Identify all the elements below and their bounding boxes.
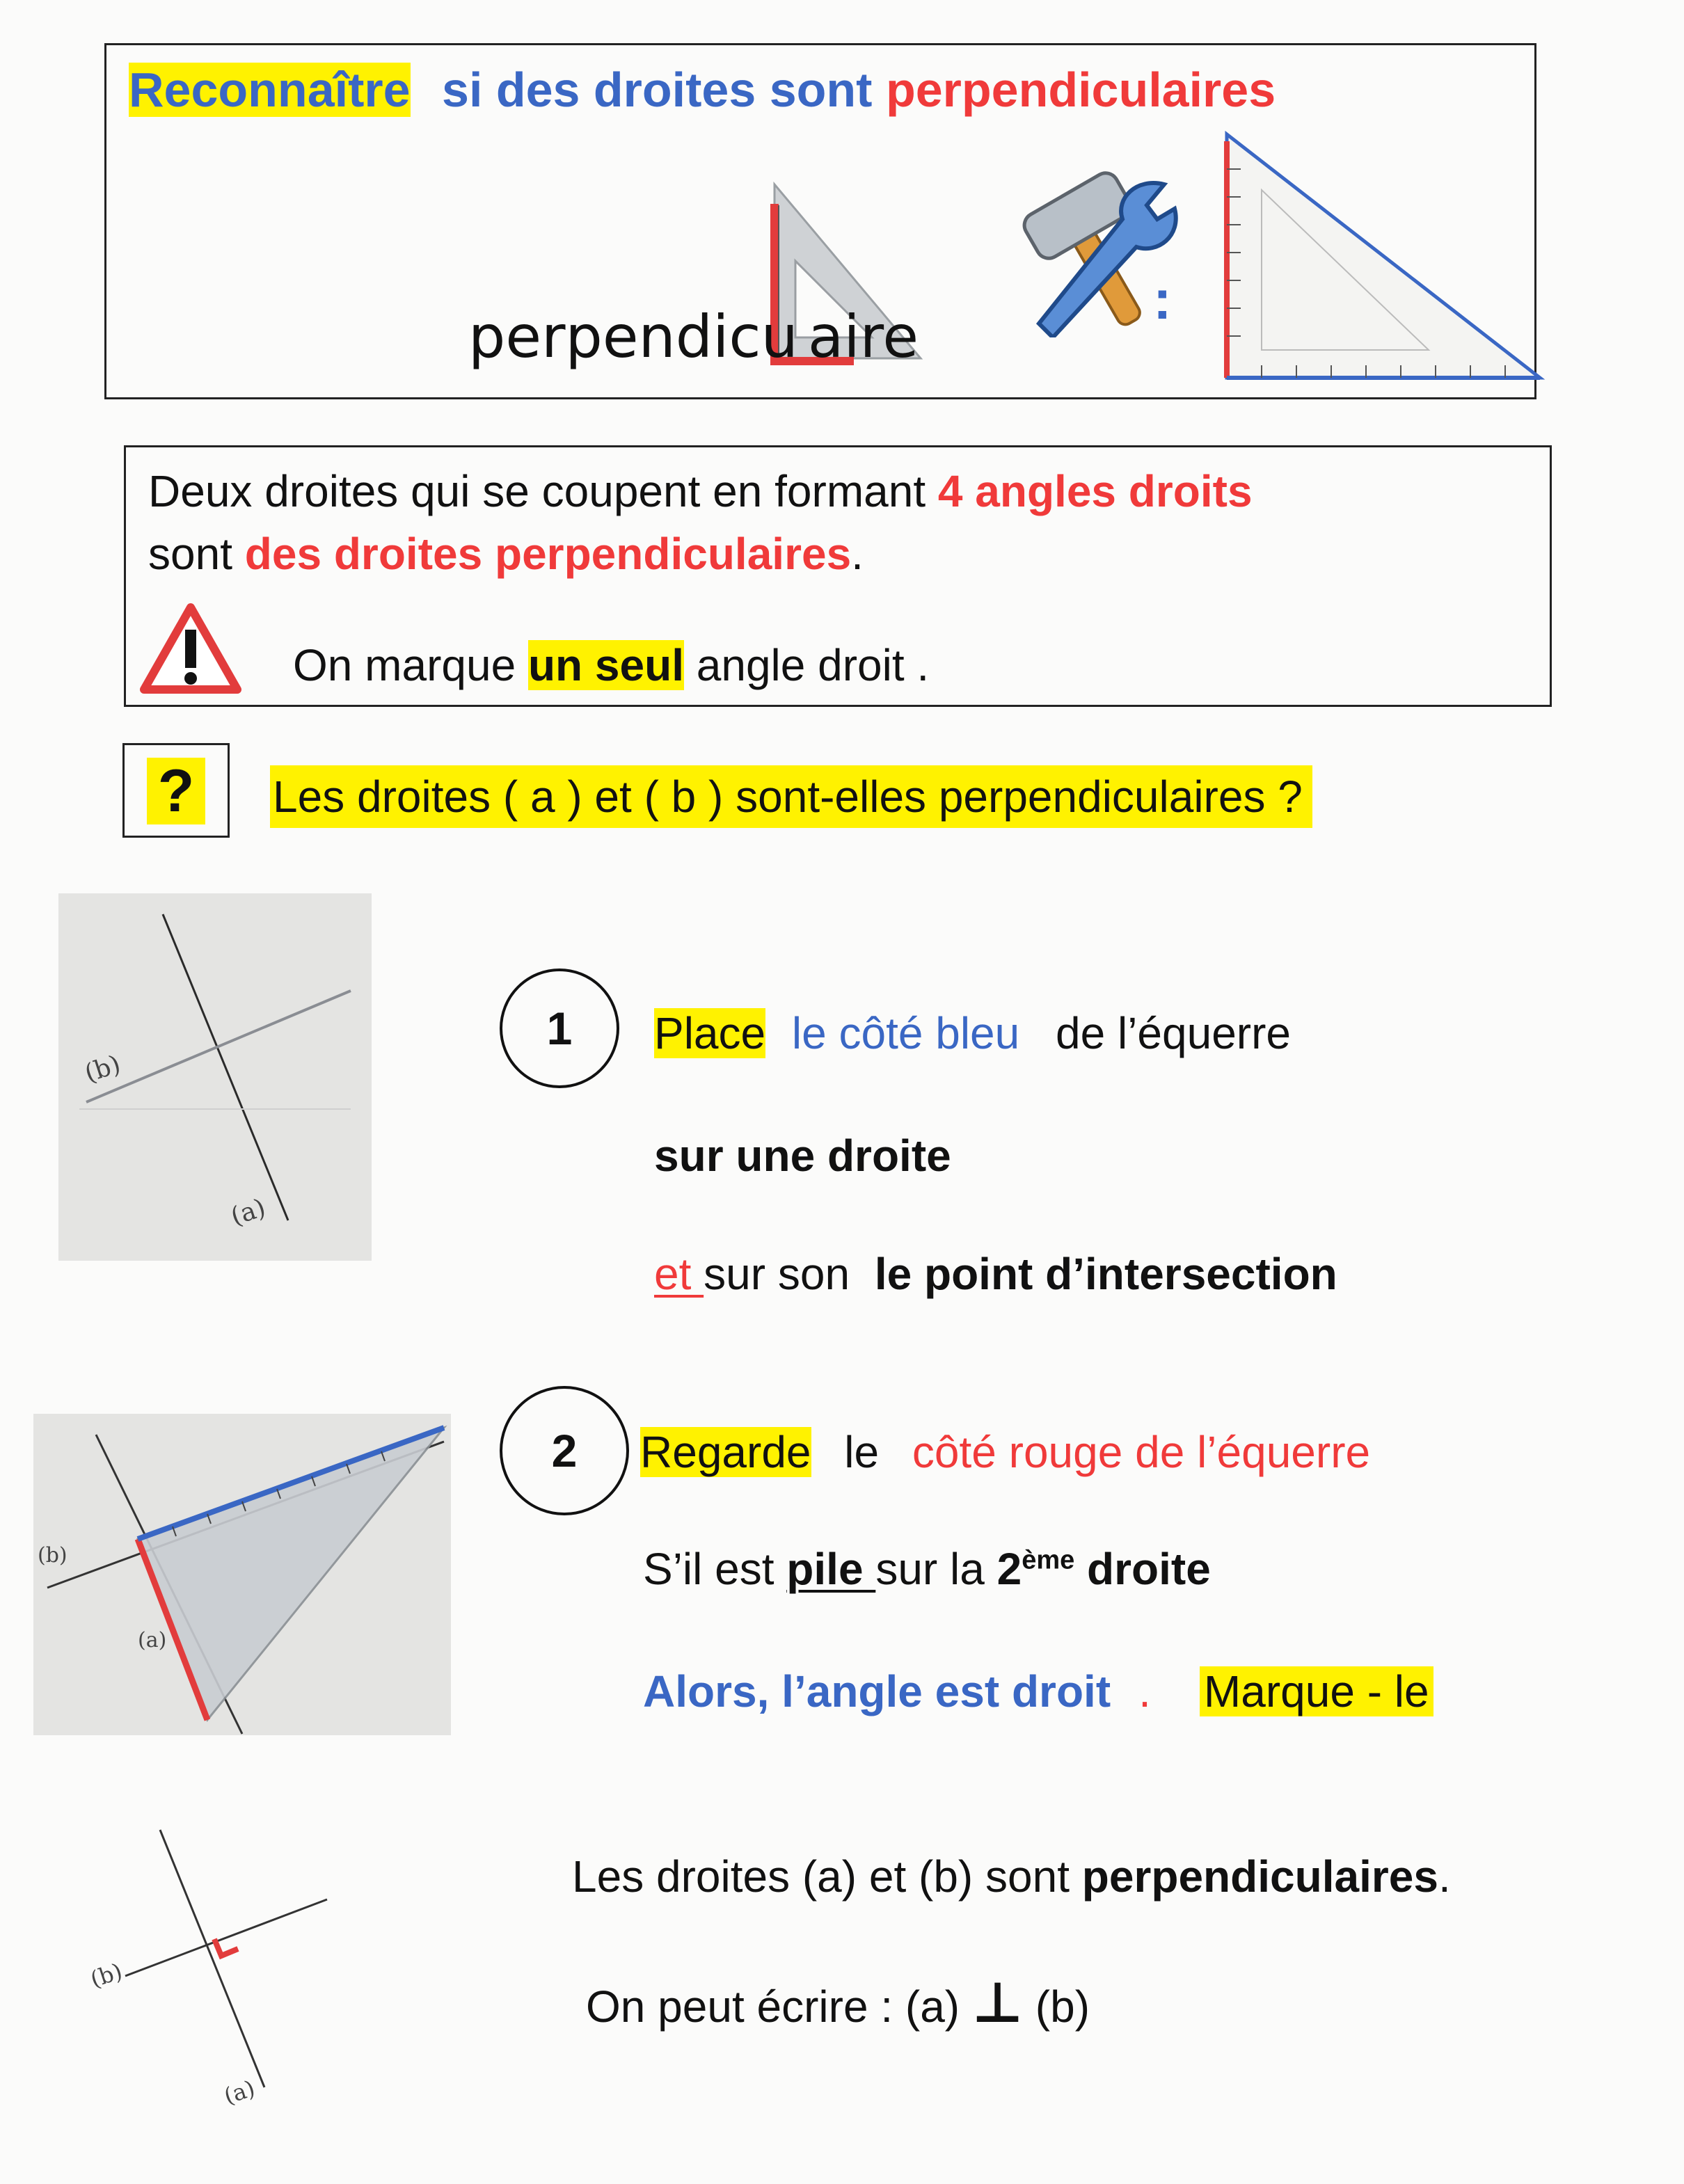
perpendicular-symbol: ⊥ bbox=[971, 1972, 1023, 2034]
figure-3-label-b: (b) bbox=[87, 1957, 126, 1993]
step-2-line-3 bbox=[643, 1666, 1433, 1717]
page-title bbox=[129, 62, 1276, 118]
step-1-number: 1 bbox=[500, 969, 619, 1088]
step-1-mid: sur son bbox=[704, 1249, 862, 1299]
set-square-icon bbox=[357, 157, 928, 414]
definition-text-1: Deux droites qui se coupent en formant bbox=[148, 466, 938, 516]
figure-2-photo bbox=[33, 1414, 451, 1735]
step-1-line-3 bbox=[654, 1248, 1337, 1300]
definition-end-2: . bbox=[851, 529, 864, 579]
step-2-red-side: côté rouge de l’équerre bbox=[912, 1427, 1371, 1477]
warning-icon bbox=[138, 602, 243, 696]
warning-text bbox=[293, 639, 929, 691]
step-1-line-1 bbox=[654, 1007, 1291, 1059]
definition-line-1 bbox=[148, 465, 1253, 517]
step-1-rest: de l’équerre bbox=[1056, 1008, 1291, 1058]
figure-1-photo bbox=[58, 893, 372, 1261]
step-2-line-2 bbox=[643, 1543, 1211, 1595]
figure-2-label-a: (a) bbox=[138, 1628, 167, 1652]
step-2-pile: pile bbox=[786, 1544, 876, 1594]
definition-red-1: 4 angles droits bbox=[937, 466, 1253, 516]
title-part2: si des droites sont bbox=[442, 63, 873, 117]
step-2-line-1 bbox=[640, 1426, 1370, 1478]
definition-box bbox=[124, 445, 1552, 707]
colon: : bbox=[1153, 269, 1172, 330]
step-1-place: Place bbox=[654, 1008, 766, 1058]
step-1-intersection: le point d’intersection bbox=[874, 1249, 1337, 1299]
step-2-dot: . bbox=[1138, 1666, 1151, 1716]
step-2-sil: S’il est bbox=[643, 1544, 787, 1594]
step-1-blue-side: le côté bleu bbox=[791, 1008, 1020, 1058]
figure-2-label-b: (b) bbox=[38, 1543, 67, 1568]
step-2-number: 2 bbox=[500, 1386, 629, 1515]
conclusion-line-2 bbox=[586, 1970, 1090, 2035]
set-square-word-illustration bbox=[357, 157, 928, 414]
definition-line-2 bbox=[148, 528, 864, 580]
step-2-sup: ème bbox=[1022, 1545, 1075, 1575]
step-2-droite: droite bbox=[1074, 1544, 1211, 1594]
warning-text-2: angle droit . bbox=[683, 640, 930, 690]
step-2-regarde: Regarde bbox=[640, 1427, 811, 1477]
figure-1-label-b: (b) bbox=[81, 1050, 125, 1088]
conclusion-text-2: On peut écrire : (a) bbox=[586, 1982, 972, 2032]
conclusion-line-1 bbox=[572, 1851, 1451, 1902]
word-part2: aire bbox=[807, 303, 919, 371]
word-part1: perpendicu bbox=[468, 303, 798, 371]
perpendiculaire-word bbox=[468, 303, 919, 371]
title-part1: Reconnaître bbox=[129, 63, 411, 117]
question-mark: ? bbox=[147, 758, 205, 824]
figure-1-label-a: (a) bbox=[227, 1193, 269, 1232]
step-1-et: et bbox=[654, 1249, 704, 1299]
header-box bbox=[104, 43, 1536, 399]
figure-3-drawing bbox=[84, 1823, 376, 2115]
definition-red-2: des droites perpendiculaires bbox=[244, 529, 852, 579]
step-2-marque: Marque - le bbox=[1200, 1666, 1433, 1716]
step-2-sur: sur la bbox=[875, 1544, 997, 1594]
definition-text-2: sont bbox=[148, 529, 245, 579]
figure-3-label-a: (a) bbox=[221, 2075, 258, 2110]
question-text: Les droites ( a ) et ( b ) sont-elles perpendiculaires ? bbox=[270, 765, 1312, 828]
question-mark-box bbox=[122, 743, 230, 838]
warning-highlight: un seul bbox=[527, 640, 684, 690]
step-2-alors: Alors, l’angle est droit bbox=[643, 1666, 1111, 1716]
title-part3: perpendiculaires bbox=[885, 63, 1276, 117]
ruler-triangle-icon bbox=[1220, 127, 1547, 392]
step-1-line-2: sur une droite bbox=[654, 1131, 951, 1181]
step-2-le: le bbox=[844, 1427, 880, 1477]
conclusion-text-1: Les droites (a) et (b) sont bbox=[572, 1851, 1082, 1902]
conclusion-end-2: (b) bbox=[1023, 1982, 1090, 2032]
conclusion-bold: perpendiculaires bbox=[1081, 1851, 1438, 1902]
warning-text-1: On marque bbox=[293, 640, 528, 690]
step-2-num: 2 bbox=[996, 1544, 1022, 1594]
conclusion-end: . bbox=[1438, 1851, 1451, 1902]
